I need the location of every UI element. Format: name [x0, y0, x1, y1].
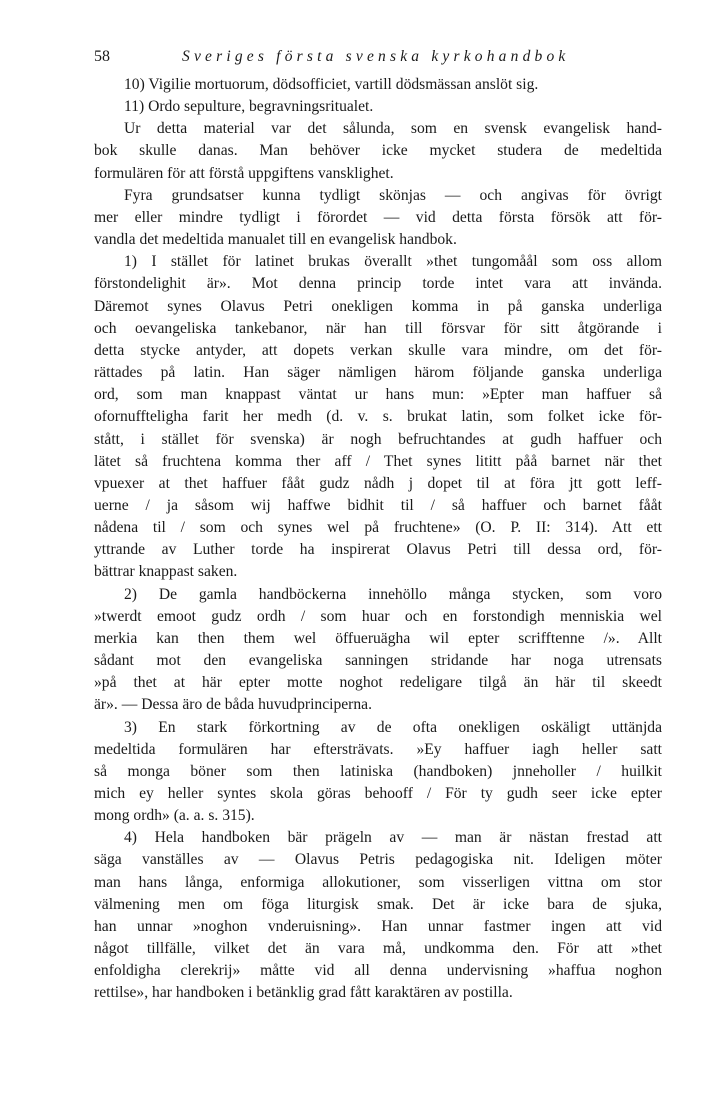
running-head — [94, 44, 662, 70]
text-line: och oevangeliska tankebanor, när han till försvar för sitt åtgörande i — [94, 319, 662, 337]
text-line: bok skulle danas. Man behöver icke mycket studera de medeltida — [94, 142, 662, 160]
text-line: lätet så fruchtena komma ther aff / Thet synes lititt påå barnet när thet — [94, 452, 662, 470]
text-line: så monga böner som then latiniska (handboken) jnneholler / huilkit — [94, 762, 662, 780]
text-line: förstondelighit är». Mot denna princip torde intet vara att invända. — [94, 275, 662, 293]
paragraph — [94, 717, 662, 828]
text-line: »på thet at här epter motte noghot redeligare tilgå än här til skeedt — [94, 674, 662, 692]
text-line: rettilse», har handboken i betänklig grad fått karaktären av postilla. — [94, 984, 513, 1002]
text-line: 1) I stället för latinet brukas överallt »thet tungomåål som oss allom — [124, 253, 662, 271]
text-line: sådant mot den evangeliska sanningen stridande har noga utrensats — [94, 652, 662, 670]
text-line: mong ordh» (a. a. s. 315). — [94, 807, 255, 825]
text-line: bättrar knappast saken. — [94, 563, 238, 581]
text-line: man hans långa, enformiga allokutioner, som visserligen vittna om stor — [94, 873, 662, 891]
text-line: »twerdt emoot gudz ordh / som huar och en forstondigh menniskia wel — [94, 607, 662, 625]
paragraph — [94, 118, 662, 184]
text-line: är». — Dessa äro de båda huvudprinciperna. — [94, 696, 372, 714]
text-line: merkia kan then them wel öffueruägha wil epter scrifftenne /». Allt — [94, 629, 662, 647]
paragraph — [94, 185, 662, 251]
paragraph — [94, 584, 662, 717]
text-line: enfoldigha clerekrij» måtte vid all denna undervisning »haffua noghon — [94, 962, 662, 980]
body-text — [94, 74, 662, 1005]
text-line: nådena til / som och synes wel på fruchtene» (O. P. II: 314). Att ett — [94, 519, 662, 537]
text-line: 3) En stark förkortning av de ofta onekligen oskäligt uttänjda — [124, 718, 662, 736]
text-line: uerne / ja såsom wij haffwe bidhit til / så haffuer och barnet fååt — [94, 496, 662, 514]
text-line: rättades på latin. Han säger nämligen härom följande ganska underliga — [94, 364, 662, 382]
text-line: Däremot synes Olavus Petri onekligen komma in på ganska underliga — [94, 297, 662, 315]
text-line: vpuexer at thet haffuer fååt gudz nådh j dopet til at föra jtt gott leff- — [94, 474, 662, 492]
text-line: stått, i stället för svenska) är nogh befruchtandes at gudh haffuer och — [94, 430, 662, 448]
running-title: Sveriges första svenska kyrkohandbok — [182, 48, 570, 65]
text-line: Ur detta material var det sålunda, som en svensk evangelisk hand- — [124, 120, 662, 138]
text-line: Fyra grundsatser kunna tydligt skönjas — och angivas för övrigt — [124, 186, 662, 204]
text-line: yttrande av Luther torde ha inspirerat Olavus Petri till dessa ord, för- — [94, 541, 662, 559]
text-line: 2) De gamla handböckerna innehöllo många stycken, som voro — [124, 585, 662, 603]
text-line: ofornuffteligha farit her medh (d. v. s. brukat latin, som folket icke för- — [94, 408, 662, 426]
paragraph — [94, 827, 662, 1004]
paragraph — [94, 251, 662, 583]
page-number: 58 — [94, 48, 110, 65]
text-line: välmening men om föga liturgisk smak. Det är icke bara de sjuka, — [94, 895, 662, 913]
text-line: medeltida formulären har eftersträvats. »Ey haffuer iagh heller satt — [94, 740, 662, 758]
text-line: säga vanställes av — Olavus Petris pedagogiska nit. Ideligen möter — [94, 851, 662, 869]
text-line: detta stycke antyder, att dopets verkan skulle vara mindre, om det för- — [94, 341, 662, 359]
list-item: 11) Ordo sepulture, begravningsritualet. — [124, 98, 374, 116]
text-line: ord, som man knappast väntat ur hans mun: »Epter man haffuer så — [94, 386, 662, 404]
text-line: något tillfälle, vilket det än vara må, undkomma den. För att »thet — [94, 940, 662, 958]
text-line: han unnar »noghon vnderuisning». Han unnar fastmer ingen att vid — [94, 917, 662, 935]
text-line: formulären för att förstå uppgiftens vansklighet. — [94, 164, 394, 182]
text-line: mer eller mindre tydligt i förordet — vid detta första försök att för- — [94, 208, 662, 226]
paragraphs — [94, 118, 662, 1004]
text-line: 4) Hela handboken bär prägeln av — man är nästan frestad att — [124, 829, 662, 847]
text-line: mich ey heller syntes skola göras behooff / För ty gudh seer icke epter — [94, 785, 662, 802]
book-page — [94, 44, 662, 1005]
list-item: 10) Vigilie mortuorum, dödsofficiet, vartill dödsmässan anslöt sig. — [124, 76, 539, 93]
text-line: vandla det medeltida manualet till en evangelisk handbok. — [94, 231, 457, 249]
